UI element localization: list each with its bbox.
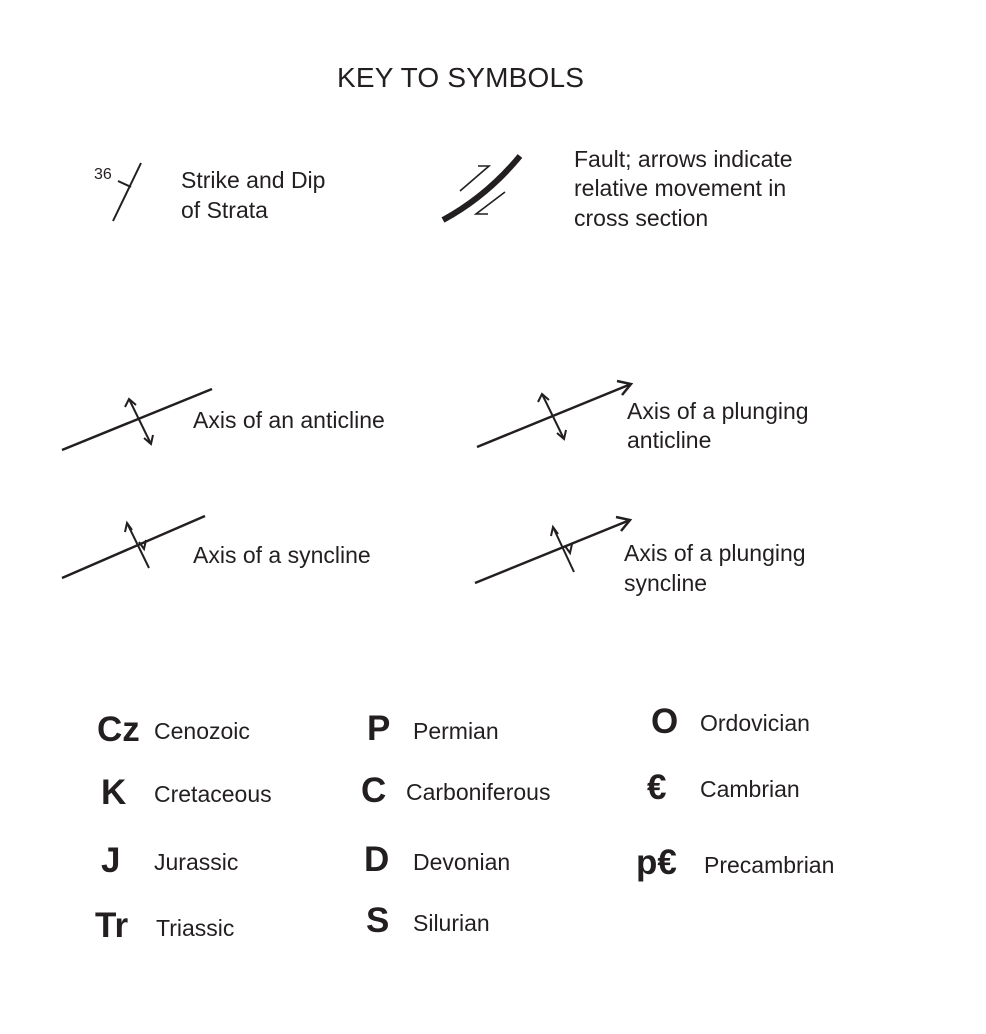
strike-dip-label-line1: Strike and Dip: [181, 167, 326, 193]
syncline-axis: [62, 516, 205, 578]
plunging-syncline-symbol: [475, 517, 630, 583]
period-name-silurian: Silurian: [413, 910, 490, 936]
anticline-axis: [62, 389, 212, 450]
period-name-precambrian: Precambrian: [704, 852, 835, 878]
period-name-triassic: Triassic: [156, 915, 235, 941]
period-abbr-permian: P: [367, 709, 391, 748]
fault-arrow-up: [460, 166, 489, 191]
fault-label-line1: Fault; arrows indicate: [574, 146, 793, 172]
plunging-anticline-symbol: [477, 381, 631, 447]
period-abbr-carboniferous: C: [361, 771, 387, 810]
period-abbr-devonian: D: [364, 840, 390, 879]
strike-dip-label-line2: of Strata: [181, 197, 268, 223]
page-title: KEY TO SYMBOLS: [337, 62, 585, 93]
period-abbr-precambrian: p€: [636, 843, 677, 882]
plunging-anticline-label-line2: anticline: [627, 427, 712, 453]
plunging-anticline-axis: [477, 384, 631, 447]
period-name-cenozoic: Cenozoic: [154, 718, 250, 744]
strike-line: [113, 163, 141, 221]
period-name-permian: Permian: [413, 718, 499, 744]
period-name-cretaceous: Cretaceous: [154, 781, 272, 807]
period-abbr-silurian: S: [366, 901, 390, 940]
period-name-jurassic: Jurassic: [154, 849, 239, 875]
period-abbr-triassic: Tr: [95, 906, 129, 945]
period-name-carboniferous: Carboniferous: [406, 779, 551, 805]
fault-label-line2: relative movement in: [574, 175, 787, 201]
fault-symbol: [443, 156, 520, 220]
period-abbr-cambrian: €: [647, 768, 667, 807]
period-abbr-cretaceous: K: [101, 773, 127, 812]
syncline-symbol: [62, 516, 205, 578]
period-abbr-ordovician: O: [651, 702, 679, 741]
syncline-label: Axis of a syncline: [193, 542, 371, 568]
fault-label-line3: cross section: [574, 205, 709, 231]
period-name-devonian: Devonian: [413, 849, 511, 875]
plunging-anticline-label-line1: Axis of a plunging: [627, 398, 809, 424]
period-name-cambrian: Cambrian: [700, 776, 800, 802]
anticline-label: Axis of an anticline: [193, 407, 385, 433]
period-abbr-jurassic: J: [101, 841, 121, 880]
anticline-symbol: [62, 389, 212, 450]
plunging-anticline-cross: [542, 394, 564, 439]
period-name-ordovician: Ordovician: [700, 710, 810, 736]
strike-dip-symbol: [113, 163, 141, 221]
dip-tick: [118, 181, 131, 187]
period-abbr-cenozoic: Cz: [97, 710, 140, 749]
plunging-syncline-label-line2: syncline: [624, 570, 708, 596]
plunging-syncline-label-line1: Axis of a plunging: [624, 540, 806, 566]
dip-value: 36: [94, 166, 112, 183]
